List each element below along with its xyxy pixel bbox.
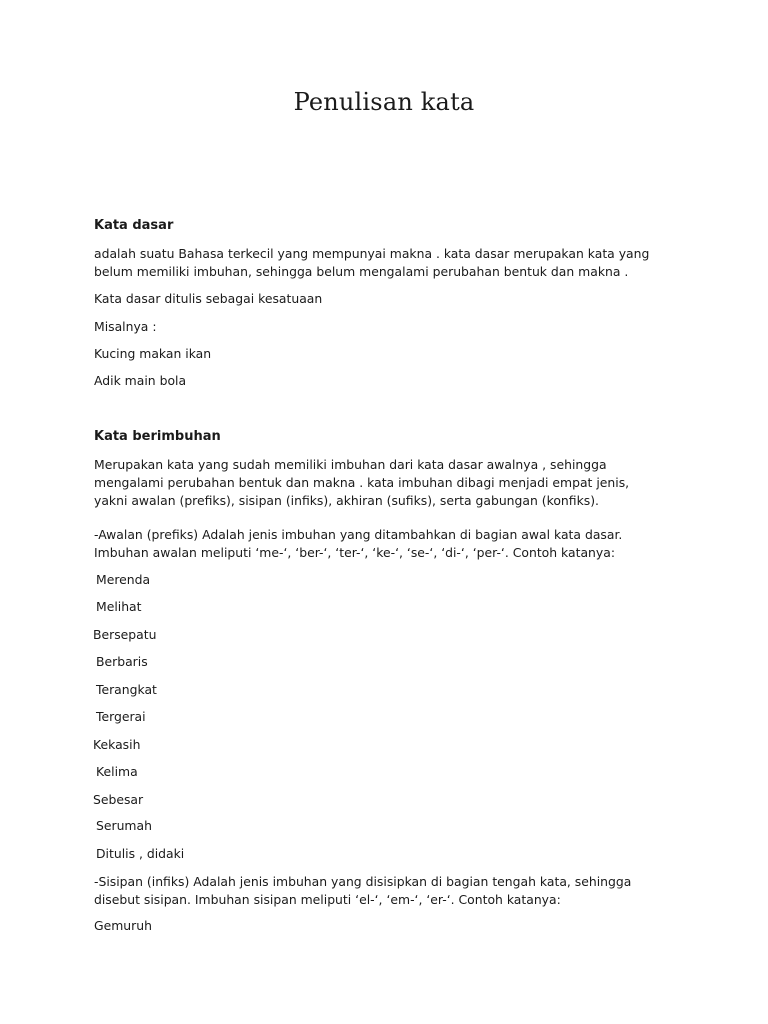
- prefix-example: Sebesar: [93, 792, 144, 807]
- prefix-example: Terangkat: [96, 682, 157, 697]
- kata-dasar-definition: adalah suatu Bahasa terkecil yang mempunyai makna . kata dasar merupakan kata yang belum memiliki imbuhan, sehingga belum mengalami perubahan bentuk dan makna .: [94, 246, 650, 279]
- infix-example: Gemuruh: [94, 918, 152, 933]
- kata-dasar-rule: Kata dasar ditulis sebagai kesatuaan: [94, 291, 323, 306]
- section-heading-kata-berimbuhan: Kata berimbuhan: [94, 429, 221, 444]
- infix-intro: -Sisipan (infiks) Adalah jenis imbuhan yang disisipkan di bagian tengah kata, sehingga disebut sisipan. Imbuhan sisipan meliputi ‘el-‘, ‘em-‘, ‘er-‘. Contoh katanya:: [94, 874, 632, 907]
- prefix-example: Tergerai: [96, 709, 146, 724]
- example-label: Misalnya :: [94, 319, 157, 334]
- prefix-example: Serumah: [96, 818, 152, 833]
- prefix-example: Melihat: [96, 599, 142, 614]
- example-item: Kucing makan ikan: [94, 346, 212, 361]
- prefix-example: Berbaris: [96, 654, 148, 669]
- example-item: Adik main bola: [94, 373, 187, 388]
- document-title: Penulisan kata: [293, 88, 475, 116]
- prefix-example: Ditulis , didaki: [96, 846, 185, 861]
- section-heading-kata-dasar: Kata dasar: [94, 218, 174, 233]
- kata-berimbuhan-definition: Merupakan kata yang sudah memiliki imbuhan dari kata dasar awalnya , sehingga mengalami perubahan bentuk dan makna . kata imbuhan dibagi menjadi empat jenis, yakni awalan (prefiks), sisipan (infiks), akhiran (sufiks), serta gabungan (konfiks).: [94, 457, 630, 508]
- prefix-example: Kekasih: [93, 737, 141, 752]
- prefix-example: Kelima: [96, 764, 138, 779]
- prefix-example: Bersepatu: [93, 627, 157, 642]
- prefix-intro: -Awalan (prefiks) Adalah jenis imbuhan yang ditambahkan di bagian awal kata dasar. Imbuhan awalan meliputi ‘me-‘, ‘ber-‘, ‘ter-‘, ‘ke-‘, ‘se-‘, ‘di-‘, ‘per-‘. Contoh katanya:: [94, 527, 623, 560]
- prefix-example: Merenda: [96, 572, 151, 587]
